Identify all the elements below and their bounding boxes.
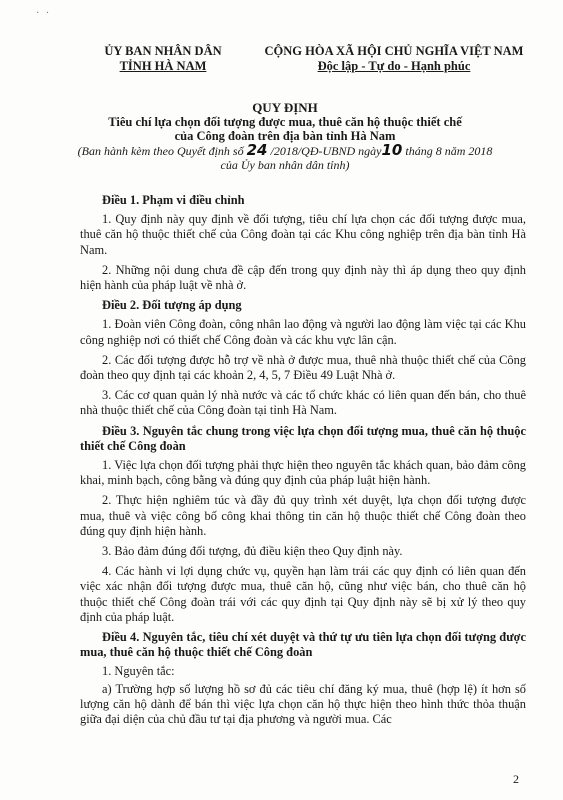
issuance-note-line-2: của Ủy ban nhân dân tỉnh): [220, 158, 350, 172]
scan-marks: · ·: [36, 8, 52, 19]
nation-motto: Độc lập - Tự do - Hạnh phúc: [317, 59, 471, 73]
title-main: QUY ĐỊNH: [252, 100, 318, 115]
document-header: [0, 44, 563, 84]
article-3-clause-4: 4. Các hành vi lợi dụng chức vụ, quyền hạn làm trái các quy định có liên quan đến việc xác nhận đối tượng được mua, thuê căn hộ, cũng như việc bán, cho thuê căn hộ thuộc thiết chế Công đoàn trái với các quy định tại Quy định này sẽ bị xử lý theo quy định của pháp luật.: [80, 564, 526, 624]
issuing-organization: [88, 44, 238, 74]
nation-line-1: CỘNG HÒA XÃ HỘI CHỦ NGHĨA VIỆT NAM: [264, 44, 524, 58]
article-4-title: Điều 4. Nguyên tắc, tiêu chí xét duyệt và thứ tự ưu tiên lựa chọn đối tượng được mua, thuê căn hộ thuộc thiết chế Công đoàn: [80, 630, 526, 660]
issued-suffix: tháng 8 năm 2018: [402, 144, 493, 158]
article-1-clause-1: 1. Quy định này quy định về đối tượng, tiêu chí lựa chọn các đối tượng được mua, thuê căn hộ thuộc thiết chế của Công đoàn tại các Khu công nghiệp trên địa bàn tỉnh Hà Nam.: [80, 212, 526, 257]
page-number: 2: [513, 772, 519, 786]
org-line-2: TỈNH HÀ NAM: [119, 59, 207, 73]
title-line-2: của Công đoàn trên địa bàn tỉnh Hà Nam: [174, 129, 396, 143]
document-body: [80, 193, 526, 732]
article-3-title: Điều 3. Nguyên tắc chung trong việc lựa chọn đối tượng mua, thuê căn hộ thuộc thiết chế Công đoàn: [80, 423, 526, 453]
issued-middle: /2018/QĐ-UBND ngày: [267, 144, 382, 158]
issued-day-handwritten: 10: [381, 141, 403, 159]
article-1-clause-2: 2. Những nội dung chưa đề cập đến trong quy định này thì áp dụng theo quy định hiện hành của pháp luật về nhà ở.: [80, 262, 526, 293]
article-4-clause-1a: a) Trường hợp số lượng hồ sơ đủ các tiêu chí đăng ký mua, thuê (hợp lệ) ít hơn số lượng căn hộ dành để bán thì việc lựa chọn căn hộ thực hiện theo hình thức thỏa thuận giữa đại diện của chủ đầu tư tại địa phương và người mua. Các: [80, 681, 526, 727]
article-2-clause-3: 3. Các cơ quan quản lý nhà nước và các tổ chức khác có liên quan đến bán, cho thuê nhà thuộc thiết chế của Công đoàn tại tỉnh Hà Nam.: [80, 388, 526, 418]
title-line-1: Tiêu chí lựa chọn đối tượng được mua, thuê căn hộ thuộc thiết chế: [108, 115, 462, 129]
org-line-1: ỦY BAN NHÂN DÂN: [104, 44, 222, 58]
article-2-title: Điều 2. Đối tượng áp dụng: [102, 298, 242, 313]
article-3-clause-2: 2. Thực hiện nghiêm túc và đầy đủ quy trình xét duyệt, lựa chọn đối tượng được mua, thuê và việc công bố công khai thông tin căn hộ thuộc thiết chế Công đoàn theo đúng quy định hiện hành.: [80, 493, 526, 538]
article-1-title: Điều 1. Phạm vi điều chỉnh: [102, 193, 245, 207]
article-2-clause-1: 1. Đoàn viên Công đoàn, công nhân lao động và người lao động làm việc tại các Khu công nghiệp nơi có thiết chế Công đoàn và các khu vực lân cận.: [80, 317, 526, 347]
article-2-clause-2: 2. Các đối tượng được hỗ trợ về nhà ở được mua, thuê nhà thuộc thiết chế của Công đoàn theo quy định tại các khoản 2, 4, 5, 7 Điều 49 Luật Nhà ở.: [80, 352, 526, 383]
issuance-note: [40, 143, 530, 158]
article-4-clause-1: 1. Nguyên tắc:: [102, 664, 175, 679]
decision-number-handwritten: 24: [246, 141, 268, 159]
article-3-clause-3: 3. Bảo đảm đúng đối tượng, đủ điều kiện theo Quy định này.: [102, 544, 403, 559]
article-3-clause-1: 1. Việc lựa chọn đối tượng phải thực hiện theo nguyên tắc khách quan, bảo đảm công khai, minh bạch, công bằng và đúng quy định của pháp luật hiện hành.: [80, 458, 526, 488]
issued-prefix: (Ban hành kèm theo Quyết định số: [77, 144, 247, 158]
national-heading: [244, 44, 544, 74]
regulation-title: [40, 100, 530, 172]
